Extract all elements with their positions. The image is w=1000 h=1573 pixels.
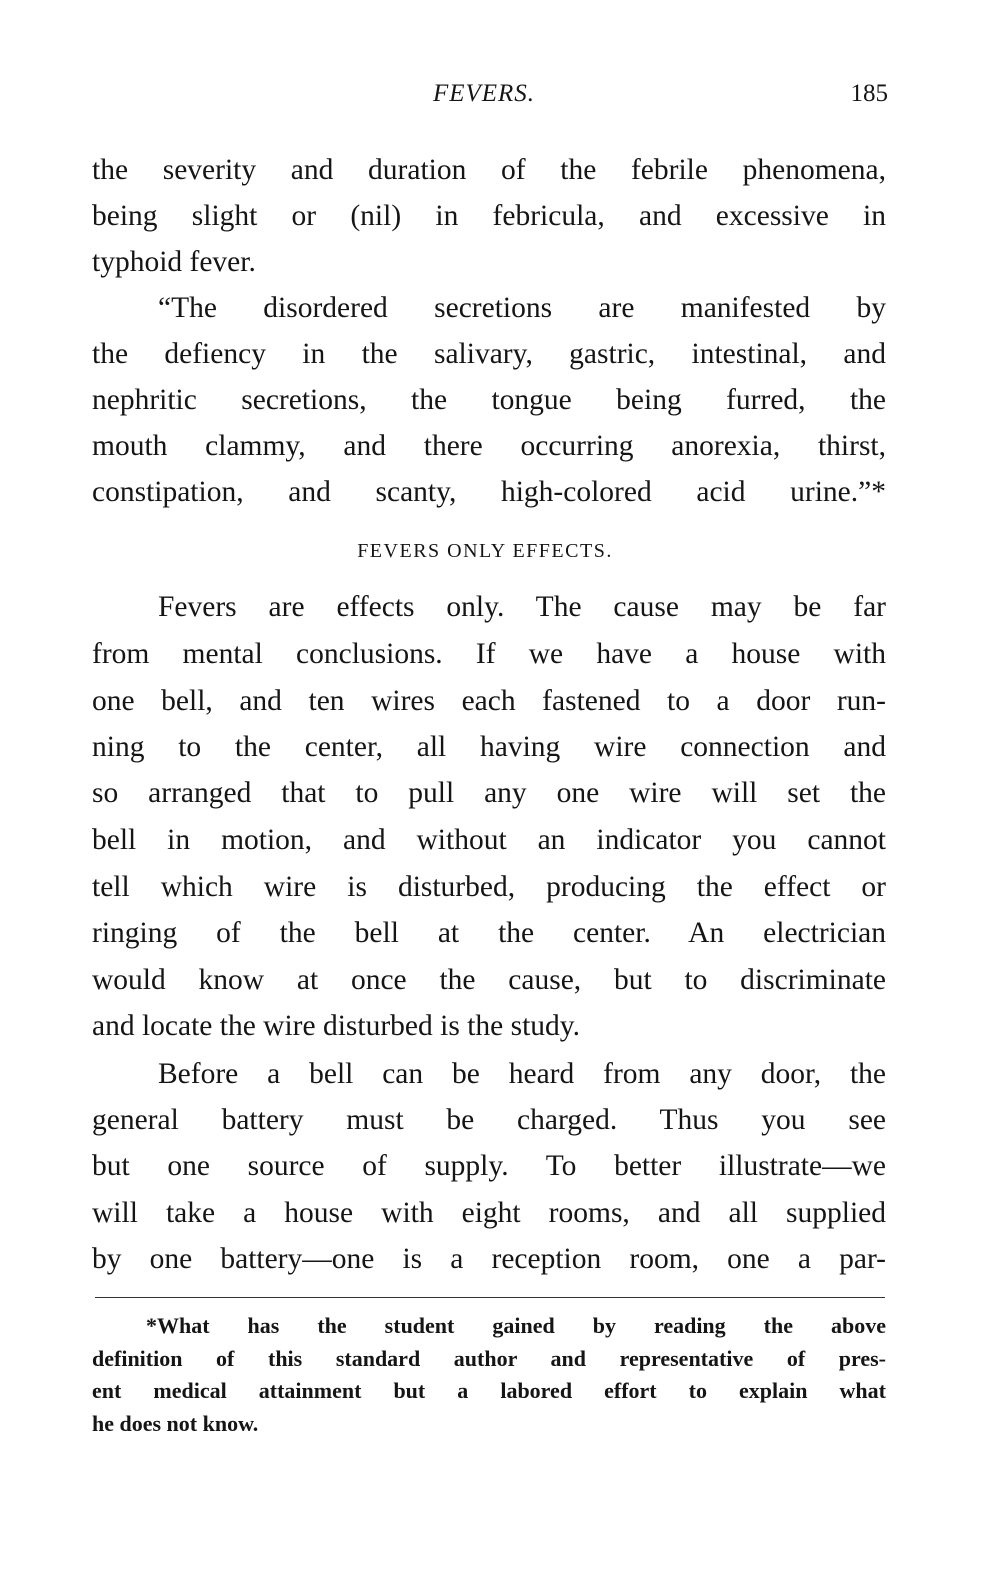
text-line: and locate the wire disturbed is the study. <box>92 1010 580 1042</box>
text-line: bell in motion, and without an indicator you cannot <box>92 824 886 856</box>
text-line: being slight or (nil) in febricula, and excessive in <box>92 200 886 232</box>
text-line: the defiency in the salivary, gastric, intestinal, and <box>92 338 886 370</box>
footnote-line: ent medical attainment but a labored effort to explain what <box>92 1378 886 1403</box>
text-line: by one battery—one is a reception room, one a par- <box>92 1243 886 1275</box>
text-line: nephritic secretions, the tongue being furred, the <box>92 384 886 416</box>
text-line: would know at once the cause, but to discriminate <box>92 964 886 996</box>
text-line: so arranged that to pull any one wire will set the <box>92 777 886 809</box>
text-line: constipation, and scanty, high-colored acid urine.”* <box>92 476 886 508</box>
running-header: FEVERS. <box>432 80 536 107</box>
footnote-line: definition of this standard author and representative of pres- <box>92 1346 886 1371</box>
text-line: the severity and duration of the febrile phenomena, <box>92 154 886 186</box>
text-line: ringing of the bell at the center. An electrician <box>92 917 886 949</box>
text-line: “The disordered secretions are manifested by <box>158 292 886 324</box>
footnote-rule <box>95 1297 885 1298</box>
text-line: but one source of supply. To better illustrate—we <box>92 1150 886 1182</box>
text-line: one bell, and ten wires each fastened to a door run- <box>92 685 886 717</box>
text-line: Fevers are effects only. The cause may be far <box>158 591 886 623</box>
text-line: ning to the center, all having wire connection and <box>92 731 886 763</box>
text-line: mouth clammy, and there occurring anorexia, thirst, <box>92 430 886 462</box>
text-line: will take a house with eight rooms, and all supplied <box>92 1197 886 1229</box>
text-line: general battery must be charged. Thus you see <box>92 1104 886 1136</box>
footnote-line: *What has the student gained by reading the above <box>146 1313 886 1338</box>
section-heading: FEVERS ONLY EFFECTS. <box>357 540 613 562</box>
text-line: tell which wire is disturbed, producing the effect or <box>92 871 886 903</box>
text-line: from mental conclusions. If we have a house with <box>92 638 886 670</box>
text-line: typhoid fever. <box>92 246 256 278</box>
footnote-line: he does not know. <box>92 1411 259 1436</box>
text-line: Before a bell can be heard from any door, the <box>158 1058 886 1090</box>
page-number: 185 <box>850 80 888 107</box>
